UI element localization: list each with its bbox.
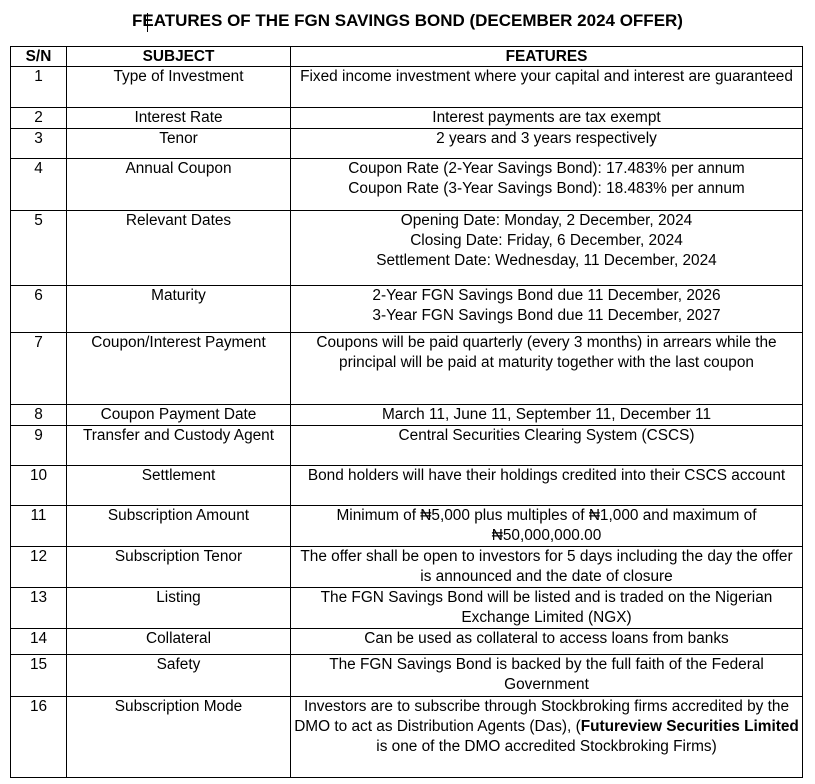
cell-subject: Subscription Mode (67, 697, 291, 778)
cell-features: The FGN Savings Bond will be listed and is traded on the Nigerian Exchange Limited (NGX) (291, 588, 803, 629)
features-table (10, 46, 803, 778)
table-row (11, 159, 803, 211)
cell-features: Minimum of ₦5,000 plus multiples of ₦1,000 and maximum of ₦50,000,000.00 (291, 506, 803, 547)
feature-line: Settlement Date: Wednesday, 11 December, 2024 (376, 252, 717, 269)
cell-sn: 5 (11, 211, 67, 286)
cell-subject: Subscription Amount (67, 506, 291, 547)
header-sn: S/N (11, 47, 67, 67)
cell-sn: 7 (11, 333, 67, 405)
cell-subject: Listing (67, 588, 291, 629)
table-row (11, 547, 803, 588)
table-row (11, 286, 803, 333)
cell-features (291, 211, 803, 286)
cell-features: The FGN Savings Bond is backed by the full faith of the Federal Government (291, 655, 803, 697)
table-row (11, 426, 803, 466)
cell-features: Bond holders will have their holdings credited into their CSCS account (291, 466, 803, 506)
cell-features: Interest payments are tax exempt (291, 108, 803, 129)
cell-subject: Settlement (67, 466, 291, 506)
feature-line: Opening Date: Monday, 2 December, 2024 (400, 212, 693, 229)
cell-features: Fixed income investment where your capital and interest are guaranteed (291, 67, 803, 108)
cell-subject: Annual Coupon (67, 159, 291, 211)
cell-features: Central Securities Clearing System (CSCS) (291, 426, 803, 466)
cell-sn: 8 (11, 405, 67, 426)
cell-features: The offer shall be open to investors for 5 days including the day the offer is announced and the date of closure (291, 547, 803, 588)
table-row (11, 506, 803, 547)
cell-sn: 14 (11, 629, 67, 655)
cell-subject: Tenor (67, 129, 291, 159)
feature-line: Coupon Rate (2-Year Savings Bond): 17.483% per annum (348, 160, 745, 177)
cell-subject: Interest Rate (67, 108, 291, 129)
cell-sn: 4 (11, 159, 67, 211)
cell-subject: Maturity (67, 286, 291, 333)
cell-sn: 1 (11, 67, 67, 108)
feature-line: 2-Year FGN Savings Bond due 11 December, 2026 (372, 287, 721, 304)
table-row (11, 405, 803, 426)
table-row (11, 108, 803, 129)
cell-sn: 3 (11, 129, 67, 159)
cell-features: Coupons will be paid quarterly (every 3 months) in arrears while the principal will be paid at maturity together with the last coupon (291, 333, 803, 405)
cell-subject: Coupon Payment Date (67, 405, 291, 426)
cell-subject: Type of Investment (67, 67, 291, 108)
cell-sn: 15 (11, 655, 67, 697)
table-row (11, 588, 803, 629)
cell-sn: 16 (11, 697, 67, 778)
feature-text: is one of the DMO accredited Stockbroking Firms) (376, 738, 717, 755)
table-row (11, 466, 803, 506)
feature-line: 3-Year FGN Savings Bond due 11 December, 2027 (372, 307, 721, 324)
cell-sn: 9 (11, 426, 67, 466)
feature-text: Investors are to subscribe through Stockbroking firms accredited by the DMO to act as Distribution Agents (Das), ( (294, 698, 790, 735)
table-row (11, 211, 803, 286)
table-row (11, 629, 803, 655)
accredited-firm-name: Futureview Securities Limited (580, 718, 799, 735)
cell-features (291, 697, 803, 778)
table-row (11, 697, 803, 778)
cell-features (291, 286, 803, 333)
table-row (11, 333, 803, 405)
cell-subject: Transfer and Custody Agent (67, 426, 291, 466)
cell-features: March 11, June 11, September 11, December 11 (291, 405, 803, 426)
page-title: FEATURES OF THE FGN SAVINGS BOND (DECEMBER 2024 OFFER) (132, 11, 683, 30)
cell-subject: Collateral (67, 629, 291, 655)
cell-sn: 10 (11, 466, 67, 506)
cell-subject: Safety (67, 655, 291, 697)
table-header-row (11, 47, 803, 67)
cell-features: 2 years and 3 years respectively (291, 129, 803, 159)
feature-line: Closing Date: Friday, 6 December, 2024 (410, 232, 683, 249)
cell-subject: Subscription Tenor (67, 547, 291, 588)
feature-line: Coupon Rate (3-Year Savings Bond): 18.483% per annum (348, 180, 745, 197)
cell-features: Can be used as collateral to access loans from banks (291, 629, 803, 655)
cell-sn: 11 (11, 506, 67, 547)
cell-subject: Coupon/Interest Payment (67, 333, 291, 405)
cell-features (291, 159, 803, 211)
table-row (11, 655, 803, 697)
cell-sn: 6 (11, 286, 67, 333)
header-subject: SUBJECT (67, 47, 291, 67)
cell-sn: 13 (11, 588, 67, 629)
header-features: FEATURES (291, 47, 803, 67)
table-row (11, 67, 803, 108)
cell-subject: Relevant Dates (67, 211, 291, 286)
cell-sn: 12 (11, 547, 67, 588)
cell-sn: 2 (11, 108, 67, 129)
table-row (11, 129, 803, 159)
